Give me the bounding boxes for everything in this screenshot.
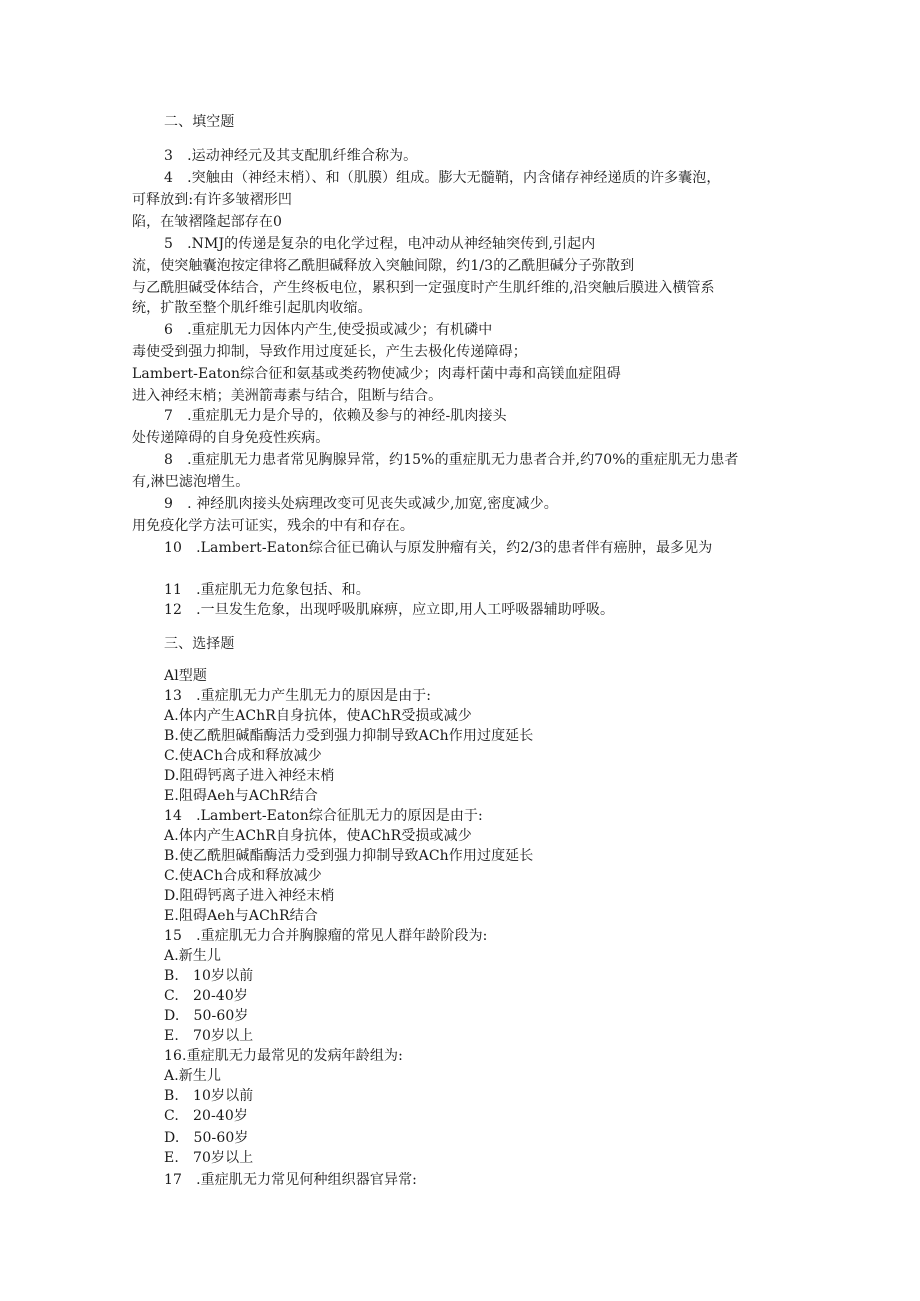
q15-option-b: B. 10岁以前 <box>164 968 254 984</box>
question-4-cont-2: 陷，在皱褶隆起部存在0 <box>132 214 283 230</box>
question-8-cont: 有,淋巴滤泡增生。 <box>132 474 250 490</box>
question-7-cont: 处传递障碍的自身免疫性疾病。 <box>132 430 330 446</box>
question-6-cont-3: 进入神经末梢；美洲箭毒素与结合，阻断与结合。 <box>132 388 443 404</box>
question-4-cont-1: 可释放到:有许多皱褶形凹 <box>132 192 292 208</box>
question-9-cont: 用免疫化学方法可证实，残余的中有和存在。 <box>132 518 414 534</box>
question-13: 13 .重症肌无力产生肌无力的原因是由于: <box>164 688 432 704</box>
question-16: 16.重症肌无力最常见的发病年龄组为: <box>164 1048 403 1064</box>
q13-option-e: E.阻碍Aeh与AChR结合 <box>164 788 318 804</box>
q14-option-c: C.使ACh合成和释放减少 <box>164 868 322 884</box>
question-14: 14 .Lambert-Eaton综合征肌无力的原因是由于: <box>164 808 483 824</box>
q13-option-a: A.体内产生AChR自身抗体，使AChR受损或减少 <box>164 708 472 724</box>
q14-option-b: B.使乙酰胆碱酯酶活力受到强力抑制导致ACh作用过度延长 <box>164 848 534 864</box>
question-6-cont-2: Lambert-Eaton综合征和氨基或类药物使减少；肉毒杆菌中毒和高镁血症阻碍 <box>132 366 621 382</box>
section-heading-choice: 三、选择题 <box>164 636 235 652</box>
q15-option-d: D. 50-60岁 <box>164 1008 249 1024</box>
question-5: 5 .NMJ的传递是复杂的电化学过程，电冲动从神经轴突传到,引起内 <box>164 236 596 252</box>
q16-option-d: D. 50-60岁 <box>164 1130 249 1146</box>
question-8: 8 .重症肌无力患者常见胸腺异常，约15%的重症肌无力患者合并,约70%的重症肌无力患者 <box>164 452 739 468</box>
q13-option-b: B.使乙酰胆碱酯酶活力受到强力抑制导致ACh作用过度延长 <box>164 728 534 744</box>
q16-option-a: A.新生儿 <box>164 1068 222 1084</box>
question-11: 11 .重症肌无力危象包括、和。 <box>164 582 370 598</box>
question-15: 15 .重症肌无力合并胸腺瘤的常见人群年龄阶段为: <box>164 928 488 944</box>
question-5-cont-2: 与乙酰胆碱受体结合，产生终板电位，累积到一定强度时产生肌纤维的,沿突触后膜进入横管系 <box>132 280 715 296</box>
question-5-cont-1: 流，使突触囊泡按定律将乙酰胆碱释放入突触间隙，约1/3的乙酰胆碱分子弥散到 <box>132 258 635 274</box>
q15-option-a: A.新生儿 <box>164 948 222 964</box>
q14-option-d: D.阻碍钙离子进入神经末梢 <box>164 888 335 904</box>
q16-option-b: B. 10岁以前 <box>164 1088 254 1104</box>
question-7: 7 .重症肌无力是介导的，依赖及参与的神经-肌肉接头 <box>164 408 507 424</box>
question-10: 10 .Lambert-Eaton综合征已确认与原发肿瘤有关，约2/3的患者伴有癌肿，最多见为 <box>164 540 713 556</box>
question-6-cont-1: 毒使受到强力抑制，导致作用过度延长，产生去极化传递障碍； <box>132 344 527 360</box>
question-3: 3 .运动神经元及其支配肌纤维合称为。 <box>164 148 418 164</box>
q15-option-c: C. 20-40岁 <box>164 988 248 1004</box>
question-9: 9 . 神经肌肉接头处病理改变可见丧失或减少,加宽,密度减少。 <box>164 496 558 512</box>
question-4: 4 .突触由（神经末梢）、和（肌膜）组成。膨大无髓鞘，内含储存神经递质的许多囊泡， <box>164 170 721 186</box>
section-heading-fill-blank: 二、填空题 <box>164 114 235 130</box>
question-6: 6 .重症肌无力因体内产生,使受损或减少；有机磷中 <box>164 322 493 338</box>
q14-option-e: E.阻碍Aeh与AChR结合 <box>164 908 318 924</box>
question-17: 17 .重症肌无力常见何种组织器官异常: <box>164 1172 417 1188</box>
q16-option-c: C. 20-40岁 <box>164 1108 248 1124</box>
question-type-a1: Al型题 <box>164 668 207 684</box>
q13-option-c: C.使ACh合成和释放减少 <box>164 748 322 764</box>
q16-option-e: E. 70岁以上 <box>164 1150 254 1166</box>
question-12: 12 .一旦发生危象，出现呼吸肌麻痹，应立即,用人工呼吸器辅助呼吸。 <box>164 602 615 618</box>
q15-option-e: E. 70岁以上 <box>164 1028 254 1044</box>
q14-option-a: A.体内产生AChR自身抗体，使AChR受损或减少 <box>164 828 472 844</box>
q13-option-d: D.阻碍钙离子进入神经末梢 <box>164 768 335 784</box>
question-5-cont-3: 统，扩散至整个肌纤维引起肌肉收缩。 <box>132 300 372 316</box>
